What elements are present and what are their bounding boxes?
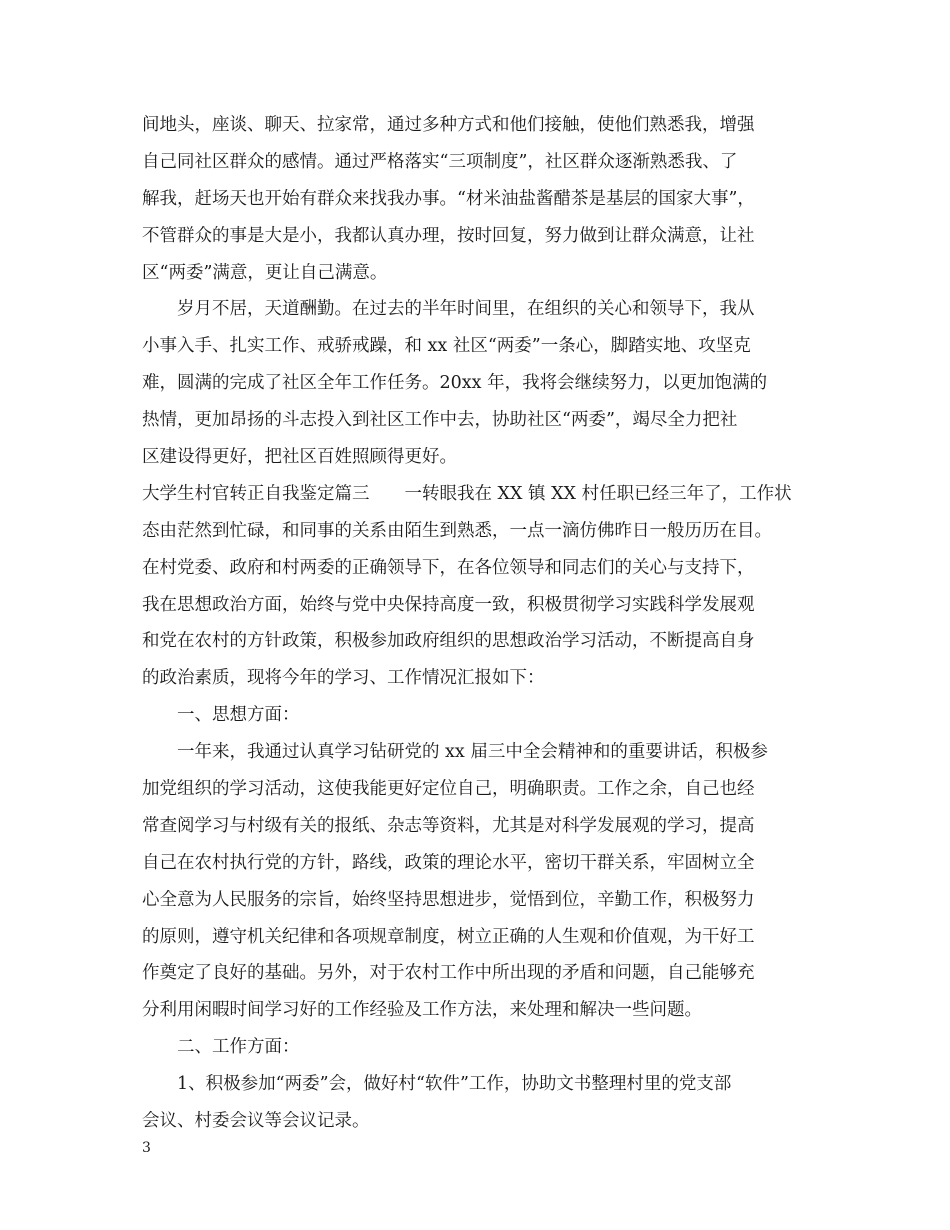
text-line: 1、积极参加“两委”会，做好村“软件”工作，协助文书整理村里的党支部: [142, 1074, 732, 1095]
section-heading: 一、思想方面：: [142, 705, 300, 726]
text-line: 解我，赶场天也开始有群众来找我办事。“材米油盐酱醋茶是基层的国家大事”，: [142, 188, 755, 209]
text-line: 在村党委、政府和村两委的正确领导下，在各位领导和同志们的关心与支持下，: [142, 557, 755, 578]
text-line: 不管群众的事是大是小，我都认真办理，按时回复，努力做到让群众满意，让社: [142, 225, 755, 246]
text-line: 和党在农村的方针政策，积极参加政府组织的思想政治学习活动，不断提高自身: [142, 631, 755, 652]
text-line: 大学生村官转正自我鉴定篇三 一转眼我在 XX 镇 XX 村任职已经三年了，工作状: [142, 483, 792, 504]
text-line: 区“两委”满意，更让自己满意。: [142, 262, 388, 283]
section-heading: 二、工作方面：: [142, 1037, 300, 1058]
text-line: 自己在农村执行党的方针，路线，政策的理论水平，密切干群关系，牢固树立全: [142, 852, 755, 873]
text-line: 自己同社区群众的感情。通过严格落实“三项制度”，社区群众逐渐熟悉我、了: [142, 151, 738, 172]
text-line: 分利用闲暇时间学习好的工作经验及工作方法，来处理和解决一些问题。: [142, 1000, 702, 1021]
document-body: [142, 107, 822, 1140]
text-line: 加党组织的学习活动，这使我能更好定位自己，明确职责。工作之余，自己也经: [142, 779, 755, 800]
page-number: 3: [142, 1140, 151, 1156]
text-line: 小事入手、扎实工作、戒骄戒躁，和 xx 社区“两委”一条心，脚踏实地、攻坚克: [142, 336, 751, 357]
text-line: 态由茫然到忙碌，和同事的关系由陌生到熟悉，一点一滴仿佛昨日一般历历在目。: [142, 520, 772, 541]
text-line: 岁月不居，天道酬勤。在过去的半年时间里，在组织的关心和领导下，我从: [142, 299, 755, 320]
text-line: 会议、村委会议等会议记录。: [142, 1111, 370, 1132]
text-line: 一年来，我通过认真学习钻研党的 xx 届三中全会精神和的重要讲话，积极参: [142, 742, 768, 763]
text-line: 的政治素质，现将今年的学习、工作情况汇报如下：: [142, 668, 545, 689]
text-line: 难，圆满的完成了社区全年工作任务。20xx 年，我将会继续努力，以更加饱满的: [142, 373, 768, 394]
text-line: 热情，更加昂扬的斗志投入到社区工作中去，协助社区“两委”，竭尽全力把社: [142, 410, 738, 431]
text-line: 常查阅学习与村级有关的报纸、杂志等资料，尤其是对科学发展观的学习，提高: [142, 815, 755, 836]
text-line: 心全意为人民服务的宗旨，始终坚持思想进步，觉悟到位，辛勤工作，积极努力: [142, 889, 755, 910]
text-line: 区建设得更好，把社区百姓照顾得更好。: [142, 447, 457, 468]
text-line: 作奠定了良好的基础。另外，对于农村工作中所出现的矛盾和问题，自己能够充: [142, 963, 755, 984]
text-line: 间地头，座谈、聊天、拉家常，通过多种方式和他们接触，使他们熟悉我，增强: [142, 115, 755, 135]
text-line: 我在思想政治方面，始终与党中央保持高度一致，积极贯彻学习实践科学发展观: [142, 594, 755, 615]
text-line: 的原则，遵守机关纪律和各项规章制度，树立正确的人生观和价值观，为干好工: [142, 926, 755, 947]
